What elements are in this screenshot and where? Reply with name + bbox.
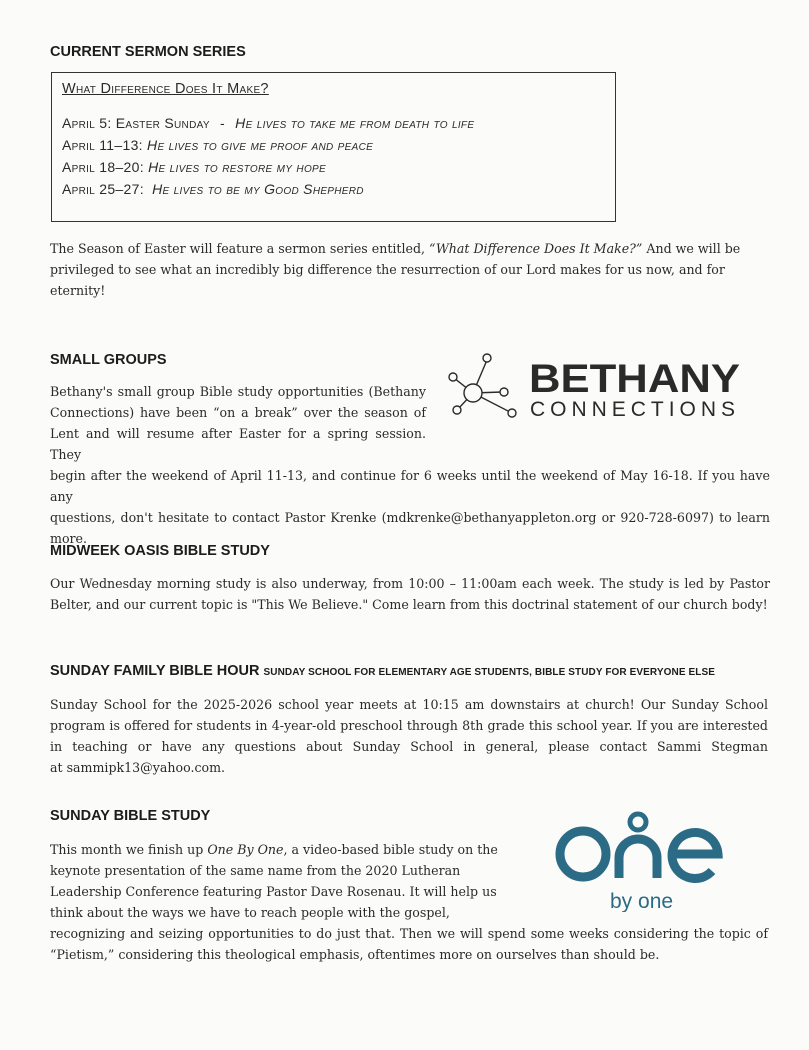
small-groups-line: more.: [50, 531, 88, 546]
logo-connections-text: CONNECTIONS: [530, 398, 735, 421]
bible-study-line: This month we finish up One By One, a video-based bible study on the: [50, 842, 498, 857]
sermon-series-title: What Difference Does It Make?: [62, 81, 269, 97]
sermon-intro: The Season of Easter will feature a sermon series entitled, “What Difference Does It Make?” And we will be privileged to see what an incredibly big difference the resurrection of our Lord makes for us now, and for eternity!: [50, 241, 741, 298]
small-groups-line: begin after the weekend of April 11-13, and continue for 6 weeks until the weekend of May 16-18. If you have any: [50, 468, 770, 504]
family-line: Sunday School for the 2025-2026 school year meets at 10:15 am downstairs at church! Our Sunday School: [50, 697, 768, 712]
sermon-series-box: [51, 72, 616, 222]
bible-study-line: Leadership Conference featuring Pastor Dave Rosenau. It will help us: [50, 884, 497, 899]
small-groups-heading: SMALL GROUPS: [50, 352, 167, 368]
schedule-date: April 25–27:: [62, 181, 144, 197]
schedule-row: [62, 137, 373, 153]
logo-bethany-text: BETHANY: [529, 357, 740, 401]
midweek-text: [50, 573, 770, 615]
network-icon: [449, 354, 516, 417]
schedule-theme: He lives to give me proof and peace: [147, 137, 374, 153]
midweek-line: Our Wednesday morning study is also underway, from 10:00 – 11:00am each week. The study is led by Pastor: [50, 576, 770, 591]
midweek-line: Belter, and our current topic is "This We Believe." Come learn from this doctrinal statement of our church body!: [50, 597, 768, 612]
bible-study-line: “Pietism,” considering this theological emphasis, oftentimes more on ourselves than should be.: [50, 947, 660, 962]
family-line: at sammipk13@yahoo.com.: [50, 760, 226, 775]
schedule-row: [62, 159, 326, 175]
bible-study-heading: SUNDAY BIBLE STUDY: [50, 808, 211, 824]
schedule-date: April 5: Easter Sunday: [62, 115, 210, 131]
sermon-heading: CURRENT SERMON SERIES: [50, 44, 246, 60]
family-text: [50, 694, 768, 778]
schedule-date: April 11–13:: [62, 137, 143, 153]
schedule-row: [62, 181, 364, 197]
schedule-separator: -: [220, 115, 225, 131]
family-bible-hour-heading: SUNDAY FAMILY BIBLE HOUR SUNDAY SCHOOL FOR ELEMENTARY AGE STUDENTS, BIBLE STUDY FOR EVERYONE ELSE: [50, 663, 716, 679]
schedule-theme: He lives to restore my hope: [148, 159, 326, 175]
small-groups-line: Connections) have been “on a break” over the season of: [50, 405, 426, 420]
bible-study-line: recognizing and seizing opportunities to do just that. Then we will spend some weeks considering the topic of: [50, 926, 768, 941]
logo-by-one-text: by one: [610, 890, 674, 912]
bible-study-line: think about the ways we have to reach people with the gospel,: [50, 905, 450, 920]
family-line: program is offered for students in 4-year-old preschool through 8th grade this school year. If you are interested: [50, 718, 768, 733]
sermon-intro-title: “What Difference Does It Make?”: [429, 241, 643, 256]
family-bible-hour-subheading: SUNDAY SCHOOL FOR ELEMENTARY AGE STUDENTS, BIBLE STUDY FOR EVERYONE ELSE: [263, 667, 716, 678]
schedule-theme: He lives to take me from death to life: [235, 115, 475, 131]
family-line: in teaching or have any questions about Sunday School in general, please contact Sammi Stegman: [50, 739, 768, 754]
one-logo-mark: [560, 814, 718, 878]
schedule-date: April 18–20:: [62, 159, 144, 175]
small-groups-line: Bethany's small group Bible study opportunities (Bethany: [50, 384, 426, 399]
bethany-connections-logo: [440, 352, 740, 422]
schedule-theme: He lives to be my Good Shepherd: [152, 181, 364, 197]
midweek-heading: MIDWEEK OASIS BIBLE STUDY: [50, 543, 270, 559]
one-by-one-logo: [550, 808, 750, 912]
bible-study-line: keynote presentation of the same name from the 2020 Lutheran: [50, 863, 461, 878]
schedule-row: [62, 115, 474, 131]
bible-study-title: One By One: [207, 842, 284, 857]
small-groups-line: Lent and will resume after Easter for a spring session. They: [50, 426, 426, 462]
small-groups-line: questions, don't hesitate to contact Pastor Krenke (mdkrenke@bethanyappleton.org or 920-728-6097) to learn: [50, 510, 770, 525]
